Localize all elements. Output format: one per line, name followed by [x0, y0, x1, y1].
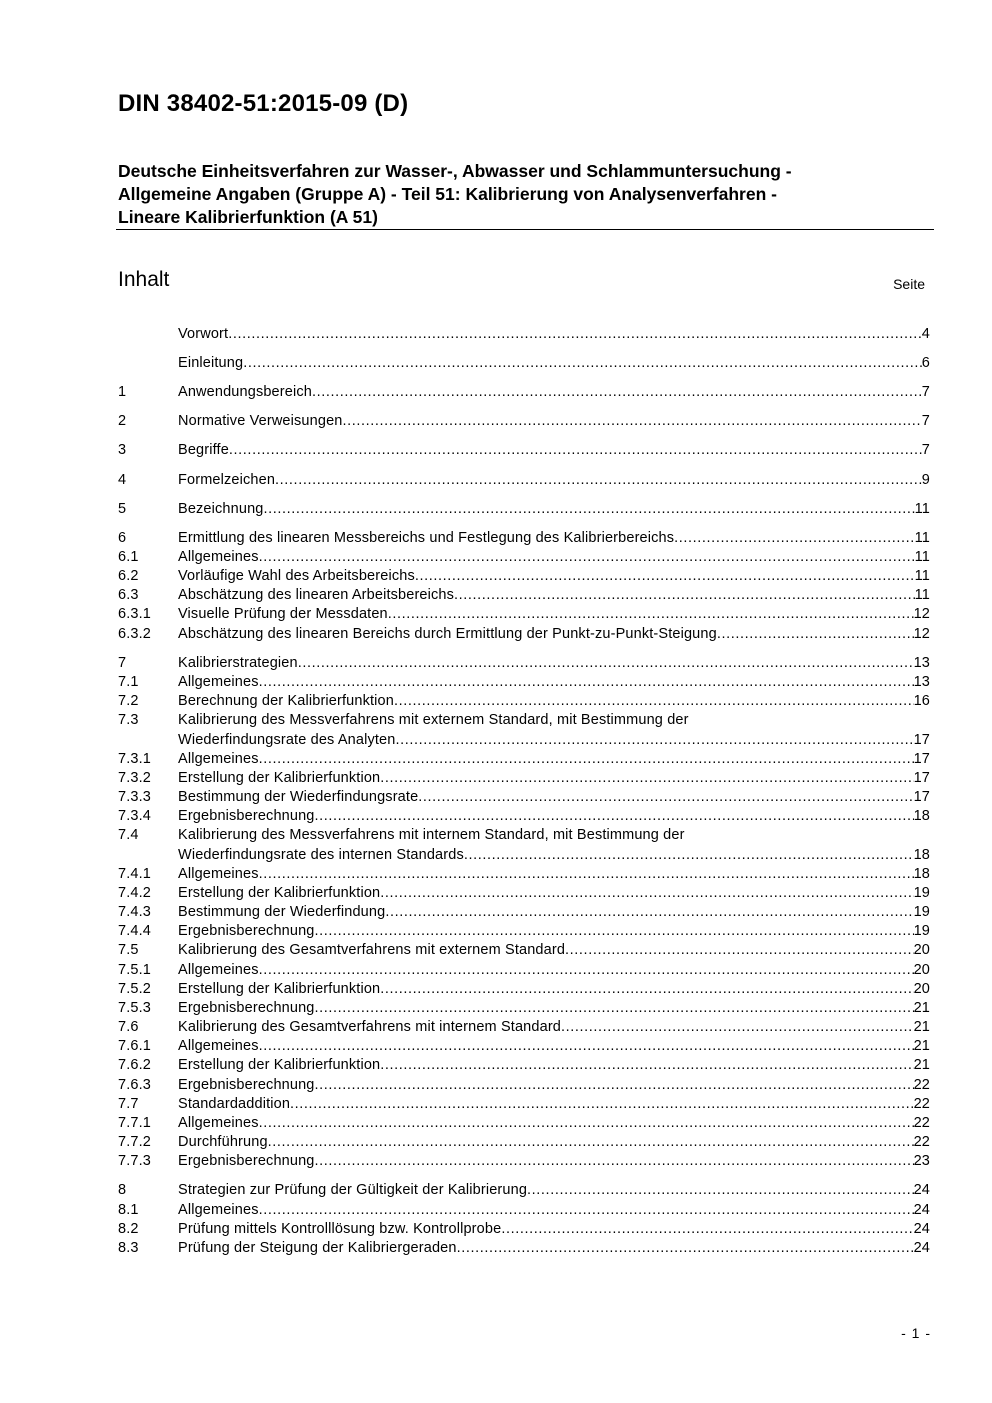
toc-entry-number: 6.3: [118, 587, 139, 603]
toc-entry-page: 19: [913, 885, 930, 901]
toc-entry-title: Wiederfindungsrate des internen Standards: [178, 847, 464, 863]
toc-entry-page: 11: [914, 501, 930, 517]
toc-entry[interactable]: [118, 354, 930, 373]
toc-entry-number: 3: [118, 442, 127, 458]
toc-entry-page: 22: [913, 1077, 930, 1093]
toc-entry[interactable]: [118, 826, 930, 845]
toc-entry-title: Begriffe: [178, 442, 229, 458]
toc-entry-page: 21: [913, 1019, 930, 1035]
toc-entry-title: Normative Verweisungen: [178, 413, 343, 429]
toc-entry-number: 1: [118, 384, 127, 400]
toc-entry[interactable]: [118, 529, 930, 548]
toc-entry-number: [118, 846, 178, 865]
toc-entry-page: 21: [913, 1000, 930, 1016]
toc-entry[interactable]: [118, 884, 930, 903]
toc-entry[interactable]: [118, 1133, 930, 1152]
toc-leader-dots: [315, 807, 914, 826]
toc-entry-number: 7.6: [118, 1019, 139, 1035]
toc-entry-number: 7.3.3: [118, 789, 151, 805]
toc-entry-number: 8.3: [118, 1240, 139, 1256]
toc-entry-title: Allgemeines: [178, 962, 259, 978]
toc-entry-title: Allgemeines: [178, 1038, 259, 1054]
toc-entry-title: Kalibrierstrategien: [178, 655, 298, 671]
toc-entry-title: Bestimmung der Wiederfindungsrate: [178, 789, 419, 805]
toc-entry-number: 6.2: [118, 568, 139, 584]
toc-leader-dots: [380, 884, 913, 903]
toc-leader-dots: [268, 1133, 914, 1152]
toc-entry-page: 12: [913, 606, 930, 622]
toc-entry-title: Kalibrierung des Messverfahrens mit internem Standard, mit Bestimmung der: [178, 827, 685, 843]
toc-leader-dots: [275, 471, 922, 490]
toc-entry[interactable]: [118, 980, 930, 999]
toc-entry-page: 16: [913, 693, 930, 709]
toc-entry-title: Abschätzung des linearen Arbeitsbereichs: [178, 587, 455, 603]
toc-entry-title: Erstellung der Kalibrierfunktion: [178, 1057, 381, 1073]
toc-entry[interactable]: [118, 1018, 930, 1037]
toc-leader-dots: [315, 922, 914, 941]
toc-entry-number: 7.4.4: [118, 923, 151, 939]
toc-entry-number: 7.4: [118, 827, 139, 843]
toc-entry-number: 7.4.2: [118, 885, 151, 901]
toc-leader-dots: [259, 1201, 914, 1220]
toc-entry-number: 8.1: [118, 1202, 139, 1218]
toc-entry-title: Wiederfindungsrate des Analyten: [178, 732, 396, 748]
toc-entry[interactable]: [118, 325, 930, 344]
toc-entry-title: Abschätzung des linearen Bereichs durch Ermittlung der Punkt-zu-Punkt-Steigung: [178, 626, 717, 642]
toc-entry-page: 17: [913, 789, 930, 805]
toc-entry-title: Allgemeines: [178, 1115, 259, 1131]
toc-entry-page: 20: [913, 962, 930, 978]
toc-entry-number: 8.2: [118, 1221, 139, 1237]
toc-entry[interactable]: [118, 750, 930, 769]
toc-entry-number: 7: [118, 655, 127, 671]
toc-entry-number: 7.3.2: [118, 770, 151, 786]
toc-entry[interactable]: [118, 711, 930, 730]
toc-entry-number: 7.7.3: [118, 1153, 151, 1169]
toc-entry-number: 6.3.2: [118, 626, 151, 642]
toc-entry-number: 7.7.1: [118, 1115, 151, 1131]
toc-leader-dots: [457, 1239, 914, 1258]
toc-entry-title: Einleitung: [178, 355, 244, 371]
toc-entry-title: Prüfung mittels Kontrolllösung bzw. Kontrollprobe: [178, 1221, 502, 1237]
toc-entry-page: 21: [913, 1038, 930, 1054]
toc-entry-number: 7.6.3: [118, 1077, 151, 1093]
toc-entry[interactable]: [118, 412, 930, 431]
toc-entry[interactable]: [118, 1037, 930, 1056]
toc-entry[interactable]: [118, 586, 930, 605]
toc-entry-title: Anwendungsbereich: [178, 384, 312, 400]
toc-entry-page: 12: [913, 626, 930, 642]
toc-leader-dots: [259, 961, 914, 980]
toc-entry-number: 7.3: [118, 712, 139, 728]
toc-entry-number: 6: [118, 530, 127, 546]
toc-leader-dots: [312, 383, 922, 402]
toc-leader-dots: [259, 1037, 914, 1056]
toc-entry-page: 23: [913, 1153, 930, 1169]
toc-entry-title: Bezeichnung: [178, 501, 264, 517]
toc-leader-dots: [394, 692, 914, 711]
toc-entry[interactable]: [118, 383, 930, 402]
toc-leader-dots: [343, 412, 922, 431]
toc-entry[interactable]: [118, 788, 930, 807]
toc-entry-page: 13: [913, 674, 930, 690]
toc-entry-page: 22: [913, 1134, 930, 1150]
toc-entry-page: 18: [913, 808, 930, 824]
toc-entry[interactable]: [118, 846, 930, 865]
toc-entry-title: Standardaddition: [178, 1096, 291, 1112]
toc-entry-page: 21: [913, 1057, 930, 1073]
toc-entry-number: 8: [118, 1182, 127, 1198]
toc-entry-number: 7.6.2: [118, 1057, 151, 1073]
toc-entry-title: Ergebnisberechnung: [178, 923, 315, 939]
toc-leader-dots: [454, 586, 915, 605]
toc-leader-dots: [395, 731, 913, 750]
toc-leader-dots: [561, 1018, 914, 1037]
toc-entry-title: Bestimmung der Wiederfindung: [178, 904, 386, 920]
toc-leader-dots: [259, 673, 914, 692]
toc-entry-number: 7.3.1: [118, 751, 151, 767]
toc-entry-number: 6.1: [118, 549, 139, 565]
toc-entry[interactable]: [118, 903, 930, 922]
toc-entry[interactable]: [118, 1056, 930, 1075]
toc-entry-title: Ermittlung des linearen Messbereichs und Festlegung des Kalibrierbereichs: [178, 530, 675, 546]
toc-leader-dots: [717, 625, 914, 644]
toc-entry[interactable]: [118, 961, 930, 980]
toc-entry-page: 7: [921, 413, 930, 429]
toc-entry-number: 7.7: [118, 1096, 139, 1112]
toc-entry[interactable]: [118, 471, 930, 490]
toc-entry-title: Ergebnisberechnung: [178, 808, 315, 824]
subtitle-line: Lineare Kalibrierfunktion (A 51): [118, 207, 378, 227]
toc-entry[interactable]: [118, 922, 930, 941]
toc-entry-title: Visuelle Prüfung der Messdaten: [178, 606, 388, 622]
toc-entry-number: 7.6.1: [118, 1038, 151, 1054]
page-number-footer: - 1 -: [901, 1325, 931, 1341]
toc-leader-dots: [380, 1056, 913, 1075]
toc-entry-title: Ergebnisberechnung: [178, 1077, 315, 1093]
toc-entry-number: 7.7.2: [118, 1134, 151, 1150]
toc-entry[interactable]: [118, 731, 930, 750]
toc-entry[interactable]: [118, 567, 930, 586]
toc-entry[interactable]: [118, 807, 930, 826]
toc-leader-dots: [385, 903, 913, 922]
toc-entry-page: 24: [913, 1221, 930, 1237]
toc-entry-number: 7.5: [118, 942, 139, 958]
toc-entry-page: 17: [913, 732, 930, 748]
toc-entry-page: 19: [913, 904, 930, 920]
toc-entry-title: Erstellung der Kalibrierfunktion: [178, 981, 381, 997]
toc-entry[interactable]: [118, 1114, 930, 1133]
toc-entry-page: 24: [913, 1240, 930, 1256]
toc-entry-page: 18: [913, 847, 930, 863]
toc-entry-number: 7.3.4: [118, 808, 151, 824]
toc-entry-number: 2: [118, 413, 127, 429]
toc-leader-dots: [388, 605, 914, 624]
toc-entry-page: 6: [921, 355, 930, 371]
toc-entry[interactable]: [118, 692, 930, 711]
toc-entry-number: 7.1: [118, 674, 139, 690]
toc-entry-number: [118, 354, 178, 373]
toc-entry-title: Strategien zur Prüfung der Gültigkeit der Kalibrierung: [178, 1182, 528, 1198]
toc-entry-title: Ergebnisberechnung: [178, 1000, 315, 1016]
document-subtitle: [118, 160, 934, 229]
toc-entry-title: Kalibrierung des Gesamtverfahrens mit internem Standard: [178, 1019, 562, 1035]
toc-entry[interactable]: [118, 1181, 930, 1200]
toc-entry-number: 6.3.1: [118, 606, 151, 622]
toc-entry[interactable]: [118, 673, 930, 692]
toc-leader-dots: [290, 1095, 914, 1114]
toc-entry-page: 9: [921, 472, 930, 488]
toc-entry-title: Erstellung der Kalibrierfunktion: [178, 770, 381, 786]
toc-entry[interactable]: [118, 769, 930, 788]
toc-leader-dots: [298, 654, 914, 673]
toc-entry[interactable]: [118, 654, 930, 673]
toc-entry-page: 4: [921, 326, 930, 342]
toc-entry-page: 24: [913, 1182, 930, 1198]
toc-entry-number: 5: [118, 501, 127, 517]
toc-entry-number: 7.5.3: [118, 1000, 151, 1016]
toc-entry[interactable]: [118, 441, 930, 460]
toc-entry-title: Kalibrierung des Messverfahrens mit externem Standard, mit Bestimmung der: [178, 712, 689, 728]
toc-entry[interactable]: [118, 548, 930, 567]
toc-entry[interactable]: [118, 1076, 930, 1095]
toc-entry-page: 20: [913, 942, 930, 958]
toc-leader-dots: [418, 788, 913, 807]
toc-leader-dots: [264, 500, 915, 519]
toc-entry-page: 11: [914, 568, 930, 584]
toc-entry-page: 11: [914, 549, 930, 565]
toc-entry-title: Formelzeichen: [178, 472, 276, 488]
toc-leader-dots: [315, 1152, 914, 1171]
toc-entry-page: 22: [913, 1115, 930, 1131]
toc-leader-dots: [259, 865, 914, 884]
toc-entry-title: Allgemeines: [178, 674, 259, 690]
toc-entry-page: 17: [913, 770, 930, 786]
toc-entry-title: Berechnung der Kalibrierfunktion: [178, 693, 394, 709]
toc-entry-page: 17: [913, 751, 930, 767]
toc-heading: Inhalt: [118, 268, 170, 291]
toc-entry-number: [118, 325, 178, 344]
toc-leader-dots: [380, 769, 913, 788]
toc-entry[interactable]: [118, 1201, 930, 1220]
toc-leader-dots: [259, 548, 915, 567]
toc-leader-dots: [243, 354, 922, 373]
toc-entry[interactable]: [118, 1152, 930, 1171]
toc-leader-dots: [565, 941, 914, 960]
toc-leader-dots: [315, 1076, 914, 1095]
subtitle-line: Allgemeine Angaben (Gruppe A) - Teil 51: Kalibrierung von Analysenverfahren -: [118, 184, 777, 204]
toc-entry-number: 7.4.1: [118, 866, 151, 882]
toc-leader-dots: [315, 999, 914, 1018]
toc-entry-number: 7.4.3: [118, 904, 151, 920]
toc-leader-dots: [464, 846, 914, 865]
toc-leader-dots: [501, 1220, 913, 1239]
toc-entry-page: 18: [913, 866, 930, 882]
toc-entry-page: 19: [913, 923, 930, 939]
toc-entry-page: 22: [913, 1096, 930, 1112]
toc-leader-dots: [259, 1114, 914, 1133]
toc-leader-dots: [228, 325, 922, 344]
toc-entry-title: Allgemeines: [178, 866, 259, 882]
toc-entry-number: 4: [118, 472, 127, 488]
toc-entry[interactable]: [118, 500, 930, 519]
page-column-label: Seite: [893, 276, 925, 292]
toc-leader-dots: [380, 980, 913, 999]
toc-entry-title: Ergebnisberechnung: [178, 1153, 315, 1169]
toc-entry-number: [118, 731, 178, 750]
toc-entry[interactable]: [118, 1220, 930, 1239]
toc-leader-dots: [674, 529, 914, 548]
toc-entry-title: Prüfung der Steigung der Kalibriergeraden: [178, 1240, 457, 1256]
toc-entry[interactable]: [118, 605, 930, 624]
toc-entry-page: 11: [914, 587, 930, 603]
toc-entry[interactable]: [118, 625, 930, 644]
toc-entry-title: Durchführung: [178, 1134, 268, 1150]
toc-leader-dots: [229, 441, 922, 460]
subtitle-line: Deutsche Einheitsverfahren zur Wasser-, Abwasser und Schlammuntersuchung -: [118, 161, 792, 181]
toc-entry[interactable]: [118, 941, 930, 960]
toc-entry[interactable]: [118, 865, 930, 884]
toc-entry[interactable]: [118, 999, 930, 1018]
toc-entry-page: 20: [913, 981, 930, 997]
toc-entry-page: 11: [914, 530, 930, 546]
toc-entry-title: Vorläufige Wahl des Arbeitsbereichs: [178, 568, 415, 584]
toc-entry-number: 7.5.2: [118, 981, 151, 997]
toc-entry-title: Allgemeines: [178, 549, 259, 565]
toc-entry[interactable]: [118, 1095, 930, 1114]
title-rule: [116, 229, 934, 230]
toc-entry-number: 7.5.1: [118, 962, 151, 978]
toc-leader-dots: [527, 1181, 914, 1200]
document-id: DIN 38402-51:2015-09 (D): [118, 90, 409, 117]
toc-entry-number: 7.2: [118, 693, 139, 709]
toc-leader-dots: [415, 567, 915, 586]
toc-entry-title: Allgemeines: [178, 1202, 259, 1218]
toc-entry-page: 24: [913, 1202, 930, 1218]
toc-entry-title: Vorwort: [178, 326, 229, 342]
toc-entry-page: 7: [921, 442, 930, 458]
toc-entry-title: Allgemeines: [178, 751, 259, 767]
toc-entry-page: 13: [913, 655, 930, 671]
toc-entry[interactable]: [118, 1239, 930, 1258]
toc-entry-title: Kalibrierung des Gesamtverfahrens mit externem Standard: [178, 942, 566, 958]
toc-entry-page: 7: [921, 384, 930, 400]
toc-entry-title: Erstellung der Kalibrierfunktion: [178, 885, 381, 901]
toc-leader-dots: [259, 750, 914, 769]
